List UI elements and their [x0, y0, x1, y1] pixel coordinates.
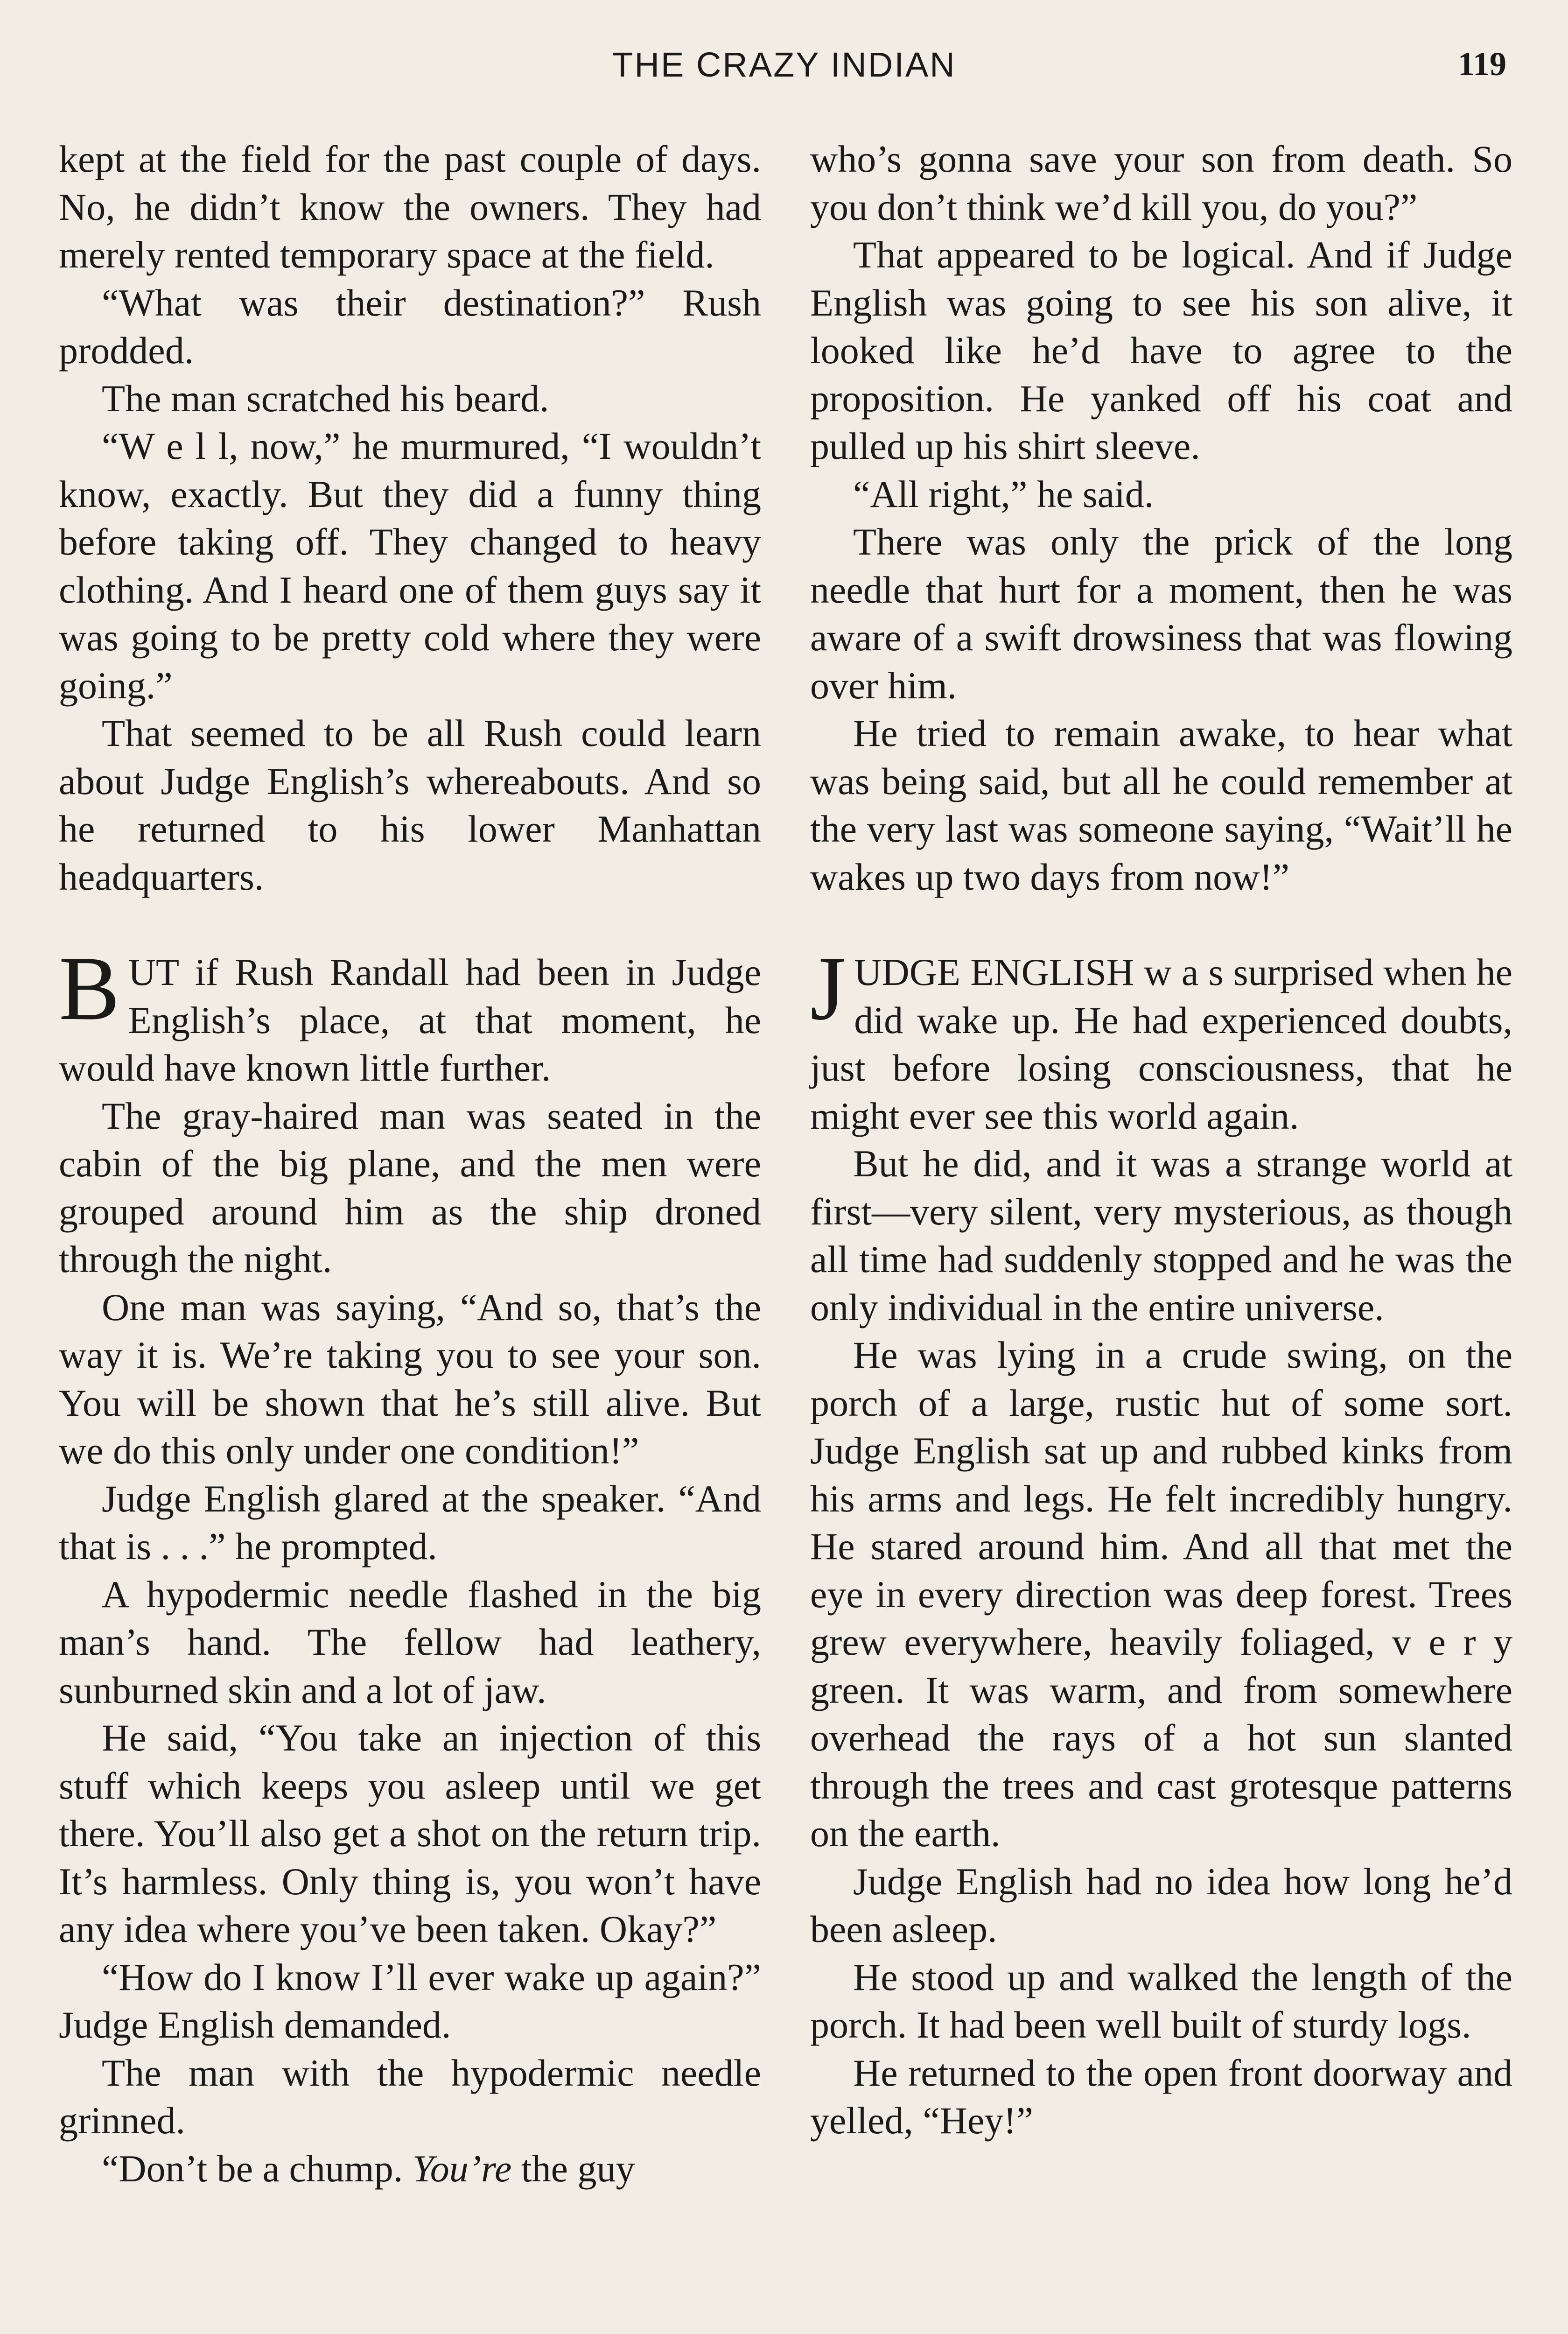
section-break	[59, 901, 761, 949]
paragraph: Judge English had no idea how long he’d been asleep.	[810, 1860, 1512, 1950]
emphasis-text: You’re	[412, 2147, 512, 2190]
paragraph: The man with the hypodermic needle grinned.	[59, 2051, 761, 2142]
paragraph: He was lying in a crude swing, on the porch of a large, rustic hut of some sort. Judge English sat up and rubbed kinks from his arms and legs. He felt incredibly hungry. He stared around him. And all that met the eye in every direction was deep forest. Trees grew everywhere, heavily foliaged, v e r y green. It was warm, and from somewhere overhead the rays of a hot sun slanted through the trees and cast grotesque patterns on the earth.	[810, 1334, 1512, 1855]
right-column	[810, 135, 1512, 2145]
text-run: the guy	[511, 2147, 635, 2190]
paragraph: Judge English glared at the speaker. “And that is . . .” he prompted.	[59, 1477, 761, 1568]
section-lead-paragraph	[59, 938, 761, 1092]
left-column	[59, 135, 761, 2193]
paragraph: A hypodermic needle flashed in the big man’s hand. The fellow had leathery, sunburned skin and a lot of jaw.	[59, 1573, 761, 1711]
paragraph: He tried to remain awake, to hear what was being said, but all he could remember at the very last was someone saying, “Wait’ll he wakes up two days from now!”	[810, 712, 1512, 898]
paragraph: kept at the field for the past couple of days. No, he didn’t know the owners. They had merely rented temporary space at the field.	[59, 138, 761, 276]
drop-cap: B	[59, 938, 120, 1039]
section-lead-paragraph	[810, 938, 1512, 1140]
paragraph	[59, 2145, 761, 2193]
paragraph: One man was saying, “And so, that’s the way it is. We’re taking you to see your son. You will be shown that he’s still alive. But we do this only under one condition!”	[59, 1286, 761, 1472]
text-run: “Don’t be a chump.	[102, 2147, 413, 2190]
paragraph: The man scratched his beard.	[102, 377, 549, 420]
running-title: THE CRAZY INDIAN	[612, 45, 956, 84]
section-break	[810, 901, 1512, 949]
lead-text: UDGE ENGLISH w a s surprised when he did wake up. He had experienced doubts, just before losing consciousness, that he might ever see this world again.	[810, 951, 1512, 1137]
paragraph: The gray-haired man was seated in the cabin of the big plane, and the men were grouped around him as the ship droned through the night.	[59, 1094, 761, 1280]
paragraph: But he did, and it was a strange world at first—very silent, very mysterious, as though all time had suddenly stopped and he was the only individual in the entire universe.	[810, 1142, 1512, 1329]
lead-text: UT if Rush Randall had been in Judge English’s place, at that moment, he would have known little further.	[59, 951, 761, 1089]
paragraph: “W e l l, now,” he murmured, “I wouldn’t know, exactly. But they did a funny thing before taking off. They changed to heavy clothing. And I heard one of them guys say it was going to be pretty cold where they were going.”	[59, 425, 761, 707]
paragraph: “What was their destination?” Rush prodded.	[59, 281, 761, 372]
paragraph: That appeared to be logical. And if Judge English was going to see his son alive, it looked like he’d have to agree to the proposition. He yanked off his coat and pulled up his shirt sleeve.	[810, 233, 1512, 467]
paragraph: who’s gonna save your son from death. So you don’t think we’d kill you, do you?”	[810, 138, 1512, 228]
paragraph: He said, “You take an injection of this stuff which keeps you asleep until we get there. You’ll also get a shot on the return trip. It’s harmless. Only thing is, you won’t have any idea where you’ve been taken. Okay?”	[59, 1716, 761, 1950]
page-number: 119	[1457, 45, 1506, 83]
paragraph: That seemed to be all Rush could learn about Judge English’s whereabouts. And so he returned to his lower Manhattan headquarters.	[59, 712, 761, 898]
paragraph: He returned to the open front doorway and yelled, “Hey!”	[810, 2051, 1512, 2142]
paragraph: There was only the prick of the long needle that hurt for a moment, then he was aware of a swift drowsiness that was flowing over him.	[810, 520, 1512, 707]
page-header	[0, 45, 1568, 91]
paragraph: He stood up and walked the length of the porch. It had been well built of sturdy logs.	[810, 1955, 1512, 2046]
drop-cap: J	[810, 938, 846, 1039]
paragraph: “How do I know I’ll ever wake up again?” Judge English demanded.	[59, 1955, 761, 2046]
paragraph: “All right,” he said.	[853, 472, 1154, 515]
